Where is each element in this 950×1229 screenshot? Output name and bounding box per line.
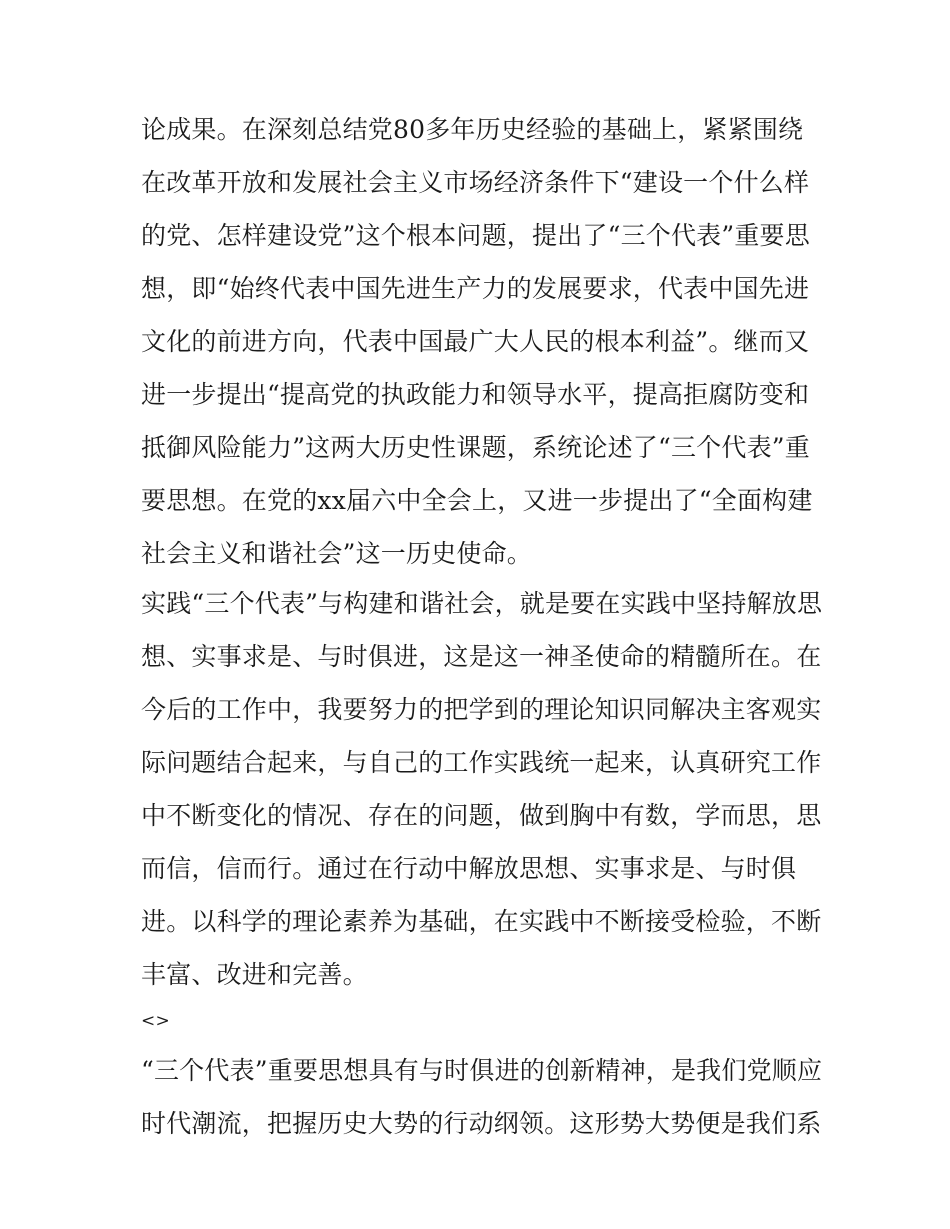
text-line: 要思想。在党的xx届六中全会上，又进一步提出了“全面构建 bbox=[141, 486, 813, 515]
text-line: 实践“三个代表”与构建和谐社会，就是要在实践中坚持解放思 bbox=[141, 589, 823, 618]
text-line: 时代潮流，把握历史大势的行动纲领。这形势大势便是我们系 bbox=[141, 1109, 822, 1138]
text-line: “三个代表”重要思想具有与时俱进的创新精神，是我们党顺应 bbox=[141, 1056, 823, 1085]
text-line: 想，即“始终代表中国先进生产力的发展要求，代表中国先进 bbox=[141, 274, 810, 303]
text-line: 进。以科学的理论素养为基础，在实践中不断接受检验，不断 bbox=[141, 907, 822, 936]
text-line: 想、实事求是、与时俱进，这是这一神圣使命的精髓所在。在 bbox=[141, 642, 822, 671]
text-line: 进一步提出“提高党的执政能力和领导水平，提高拒腐防变和 bbox=[141, 380, 810, 409]
text-line: <> bbox=[141, 1011, 170, 1031]
text-line: 在改革开放和发展社会主义市场经济条件下“建设一个什么样 bbox=[141, 168, 810, 197]
text-line: 论成果。在深刻总结党80多年历史经验的基础上，紧紧围绕 bbox=[141, 115, 804, 144]
text-line: 今后的工作中，我要努力的把学到的理论知识同解决主客观实 bbox=[141, 695, 822, 724]
text-line: 抵御风险能力”这两大历史性课题，系统论述了“三个代表”重 bbox=[141, 433, 810, 462]
text-line: 社会主义和谐社会”这一历史使命。 bbox=[141, 539, 532, 568]
text-line: 的党、怎样建设党”这个根本问题，提出了“三个代表”重要思 bbox=[141, 221, 810, 250]
text-line: 丰富、改进和完善。 bbox=[141, 960, 368, 989]
text-line: 中不断变化的情况、存在的问题，做到胸中有数，学而思，思 bbox=[141, 801, 822, 830]
text-line: 而信，信而行。通过在行动中解放思想、实事求是、与时俱 bbox=[141, 854, 797, 883]
text-line: 际问题结合起来，与自己的工作实践统一起来，认真研究工作 bbox=[141, 748, 822, 777]
text-line: 文化的前进方向，代表中国最广大人民的根本利益”。继而又 bbox=[141, 327, 810, 356]
